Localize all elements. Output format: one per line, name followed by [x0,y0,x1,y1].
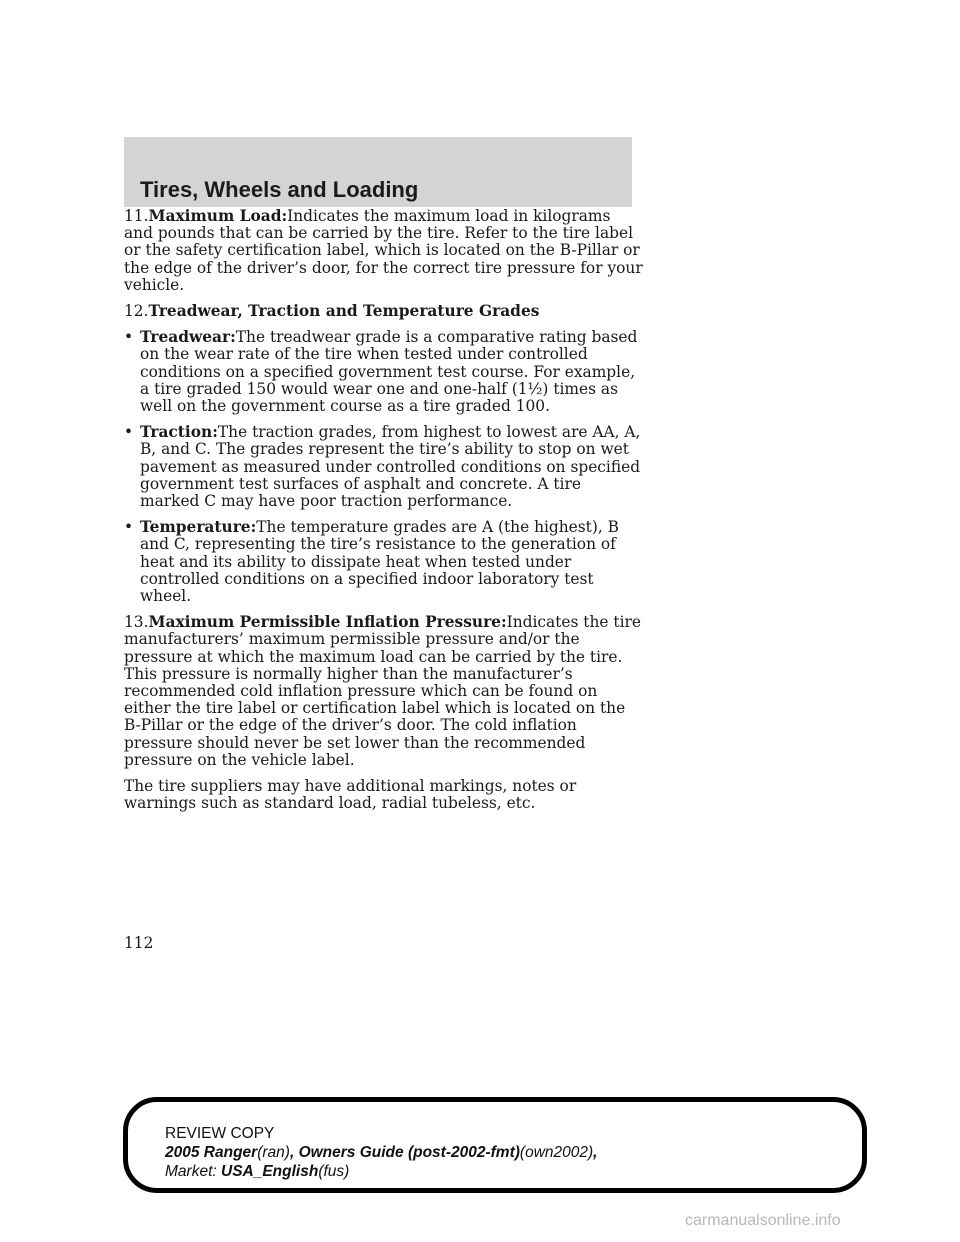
review-model: 2005 Ranger [165,1144,258,1161]
bullet-text: The treadwear grade is a comparative rating based on the wear rate of the tire when tested under controlled conditions on a specified government test course. For example, a tire graded 150 would wear one and one-half (1½) times as well on the government course as a tire graded 100. [140,328,638,416]
bullet-temperature [124,519,644,605]
closing-paragraph: The tire suppliers may have additional markings, notes or warnings such as standard load, radial tubeless, etc. [124,777,577,813]
review-market-label: Market: [165,1163,217,1180]
item-number: 12. [124,302,149,321]
review-copy-text [165,1124,597,1181]
item-label: Treadwear, Traction and Temperature Grades [148,302,540,321]
bullet-icon: • [124,518,134,537]
bullet-treadwear [124,329,644,415]
bullet-label: Treadwear: [140,328,236,347]
item-11 [124,208,644,294]
item-number: 13. [124,613,149,632]
item-number: 11. [124,207,149,225]
bullet-icon: • [124,423,134,442]
bullet-icon: • [124,328,134,347]
bullet-text: The temperature grades are A (the highest), B and C, representing the tire’s resistance to the generation of heat and its ability to dissipate heat when tested under controlled conditions on a specified indoor laboratory test wheel. [140,518,619,606]
page-body [124,208,644,822]
review-model-code: (ran) [257,1144,290,1161]
watermark: carmanualsonline.info [685,1212,841,1229]
bullet-text: The traction grades, from highest to lowest are AA, A, B, and C. The grades represent the tire’s ability to stop on wet pavement as measured under controlled conditions on specified government test surfaces of asphalt and concrete. A tire marked C may have poor traction performance. [140,423,641,511]
review-guide-code: (own2002) [519,1144,594,1161]
item-text: Indicates the maximum load in kilograms and pounds that can be carried by the tire. Refer to the tire label or the safety certification label, which is located on the B-Pillar or the edge of the driver’s door, for the correct tire pressure for your vehicle. [124,207,643,294]
item-label: Maximum Permissible Inflation Pressure: [148,613,507,632]
review-market: USA_English [221,1163,319,1180]
item-13 [124,614,644,769]
review-model-line: 2005 Ranger(ran), Owners Guide (post-2002-fmt)(own2002), [165,1144,598,1161]
item-label: Maximum Load: [148,207,288,225]
section-title: Tires, Wheels and Loading [140,177,419,202]
item-12 [124,303,644,320]
bullet-label: Traction: [140,423,218,442]
review-market-line [165,1162,597,1181]
review-line: REVIEW COPY [165,1125,275,1142]
item-text: Indicates the tire manufacturers’ maximum permissible pressure and/or the pressure at which the maximum load can be carried by the tire. This pressure is normally higher than the manufacturer’s recommended cold inflation pressure which can be found on either the tire label or certification label which is located on the B-Pillar or the edge of the driver’s door. The cold inflation pressure should never be set lower than the recommended pressure on the vehicle label. [124,613,641,769]
page-number: 112 [124,934,154,952]
bullet-traction [124,424,644,510]
review-guide: Owners Guide (post-2002-fmt) [298,1144,520,1161]
bullet-label: Temperature: [140,518,257,537]
review-market-code: (fus) [318,1163,350,1180]
